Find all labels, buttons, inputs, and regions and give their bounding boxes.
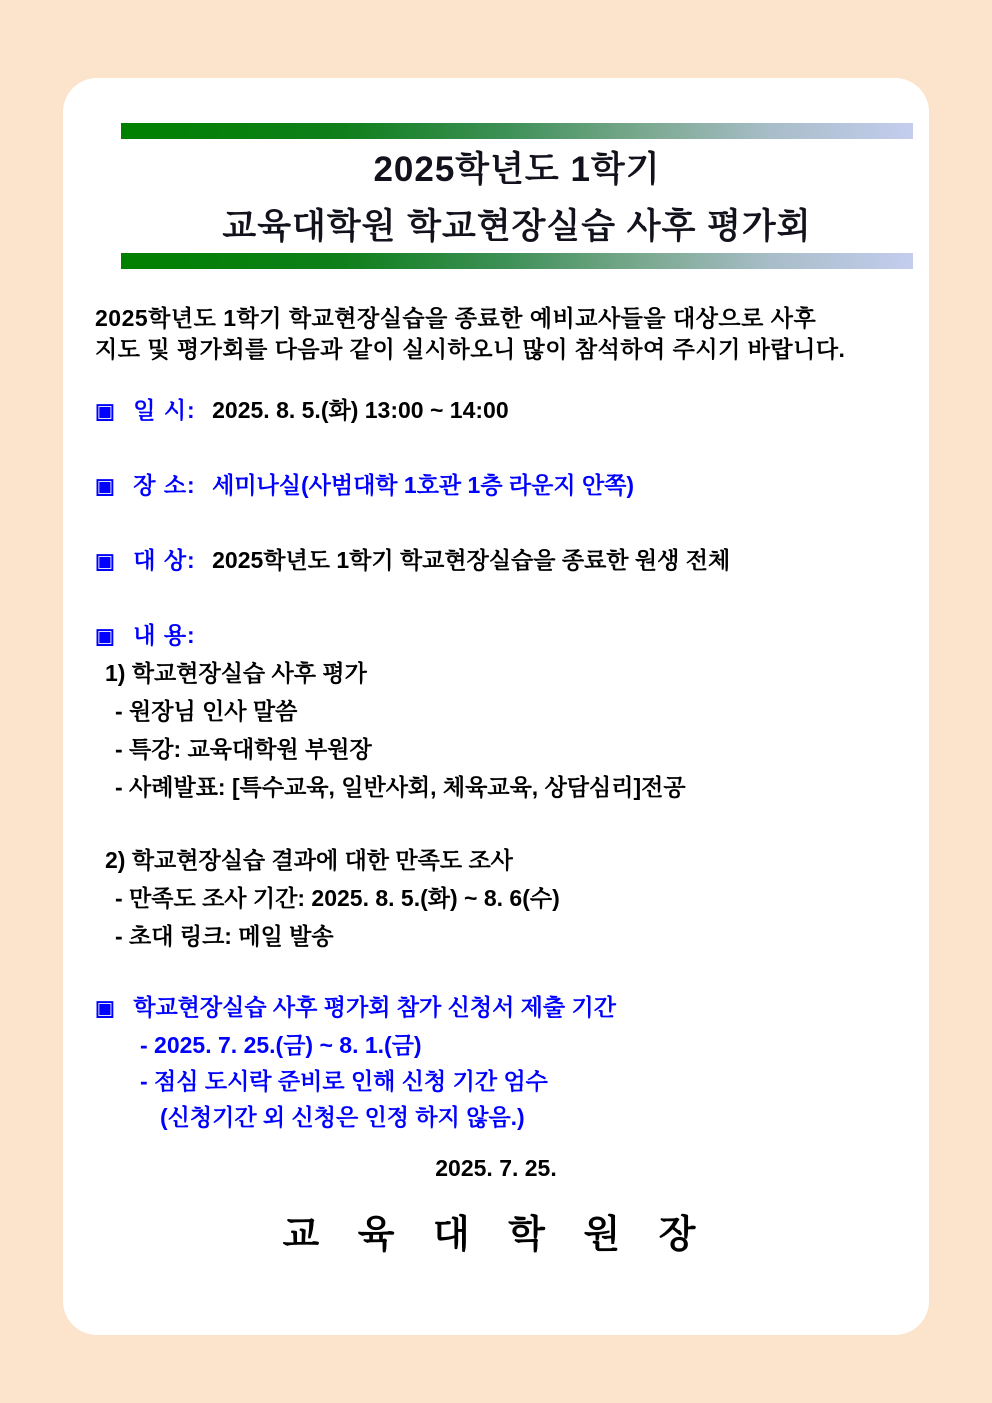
section-marker-icon: ▣ — [95, 997, 115, 1020]
section-marker-icon: ▣ — [95, 400, 115, 423]
issue-date: 2025. 7. 25. — [435, 1155, 557, 1181]
info-row-content — [63, 620, 929, 652]
info-label: 장 소: — [133, 472, 196, 498]
info-row-target — [63, 545, 929, 577]
section-marker-icon: ▣ — [95, 475, 115, 498]
content-group-1 — [63, 658, 929, 802]
info-value: 세미나실(사범대학 1호관 1층 라운지 안쪽) — [212, 472, 635, 498]
group-item: - 원장님 인사 말씀 — [115, 698, 298, 724]
notice-title-line1: 2025학년도 1학기 — [373, 150, 661, 189]
intro-line: 2025학년도 1학기 학교현장실습을 종료한 예비교사들을 대상으로 사후 — [95, 305, 817, 331]
group-heading: 1) 학교현장실습 사후 평가 — [105, 660, 367, 686]
submission-item: - 점심 도시락 준비로 인해 신청 기간 엄수 — [140, 1068, 548, 1094]
group-item: - 특강: 교육대학원 부원장 — [115, 736, 372, 762]
submission-item: - 2025. 7. 25.(금) ~ 8. 1.(금) — [140, 1032, 422, 1058]
info-row-datetime — [63, 395, 929, 427]
group-item: - 초대 링크: 메일 발송 — [115, 923, 334, 949]
intro-line: 지도 및 평가회를 다음과 같이 실시하오니 많이 참석하여 주시기 바랍니다. — [95, 336, 846, 362]
info-label: 내 용: — [133, 622, 196, 648]
submission-heading-row — [63, 992, 929, 1024]
signature: 교 육 대 학 원 장 — [282, 1214, 710, 1256]
info-label: 대 상: — [133, 547, 196, 573]
section-marker-icon: ▣ — [95, 550, 115, 573]
info-value: 2025학년도 1학기 학교현장실습을 종료한 원생 전체 — [212, 547, 731, 573]
group-item: - 사례발표: [특수교육, 일반사회, 체육교육, 상담심리]전공 — [115, 774, 686, 800]
info-row-place — [63, 470, 929, 502]
info-value: 2025. 8. 5.(화) 13:00 ~ 14:00 — [212, 397, 509, 423]
gradient-bar-bottom — [121, 253, 913, 269]
intro-paragraph — [95, 303, 905, 365]
content-group-2 — [63, 845, 929, 951]
submission-note: (신청기간 외 신청은 인정 하지 않음.) — [160, 1104, 525, 1130]
notice-card — [63, 78, 929, 1335]
submission-heading: 학교현장실습 사후 평가회 참가 신청서 제출 기간 — [133, 994, 616, 1020]
title-banner — [121, 123, 913, 269]
section-marker-icon: ▣ — [95, 625, 115, 648]
info-label: 일 시: — [133, 397, 196, 423]
group-heading: 2) 학교현장실습 결과에 대한 만족도 조사 — [105, 847, 513, 873]
notice-title-line2: 교육대학원 학교현장실습 사후 평가회 — [222, 207, 812, 246]
group-item: - 만족도 조사 기간: 2025. 8. 5.(화) ~ 8. 6(수) — [115, 885, 560, 911]
submission-section — [63, 992, 929, 1132]
gradient-bar-top — [121, 123, 913, 139]
